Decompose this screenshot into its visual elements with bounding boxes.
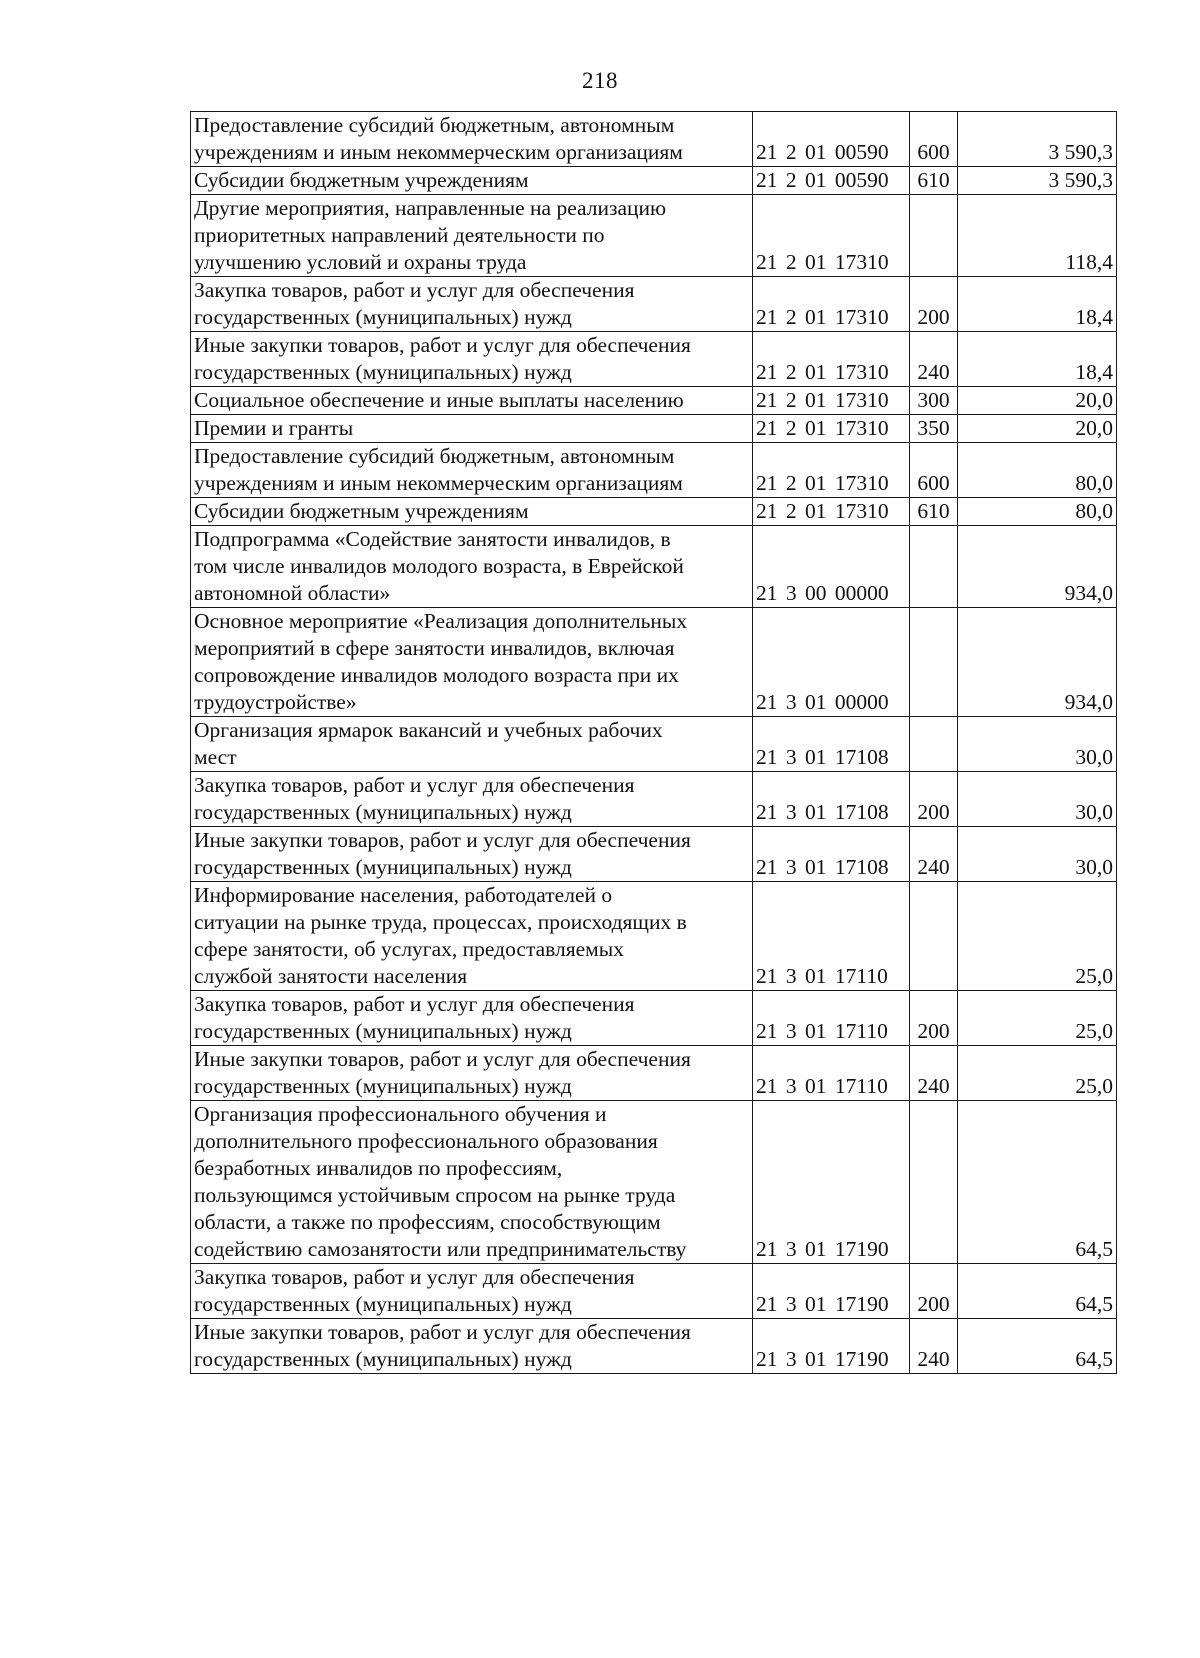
row-expense-type-code: 600 [910,112,958,167]
row-name-line: мест [194,745,237,769]
row-name-cell [191,277,753,332]
row-name-line: Иные закупки товаров, работ и услуг для обеспечения [194,333,691,357]
table-row [191,1046,1117,1101]
row-name-cell [191,1264,753,1319]
row-name-cell [191,1101,753,1264]
row-name-line: Предоставление субсидий бюджетным, автономным [194,444,675,468]
row-expense-type-code: 350 [910,415,958,443]
row-expense-type-code [910,882,958,991]
row-amount: 934,0 [958,608,1117,717]
budget-table [190,111,1117,1374]
row-amount: 20,0 [958,415,1117,443]
row-name-cell [191,608,753,717]
row-amount: 118,4 [958,195,1117,277]
row-name-line: Иные закупки товаров, работ и услуг для обеспечения [194,1320,691,1344]
row-name-line: ситуации на рынке труда, процессах, происходящих в [194,910,687,934]
row-name-line: государственных (муниципальных) нужд [194,800,572,824]
row-name-line: учреждениям и иным некоммерческим организациям [194,471,683,495]
row-target-article-code: 21 2 01 17310 [753,443,910,498]
row-amount: 25,0 [958,1046,1117,1101]
row-target-article-code: 21 3 01 17110 [753,1046,910,1101]
row-name-line: Иные закупки товаров, работ и услуг для обеспечения [194,1047,691,1071]
row-name-cell [191,415,753,443]
row-target-article-code: 21 3 01 17108 [753,772,910,827]
row-amount: 30,0 [958,827,1117,882]
row-target-article-code: 21 3 01 00000 [753,608,910,717]
table-row [191,112,1117,167]
row-expense-type-code: 240 [910,827,958,882]
row-name-cell [191,772,753,827]
row-name-line: Закупка товаров, работ и услуг для обеспечения [194,1265,635,1289]
row-target-article-code: 21 2 01 17310 [753,415,910,443]
row-amount: 3 590,3 [958,112,1117,167]
row-expense-type-code: 240 [910,1046,958,1101]
row-name-line: государственных (муниципальных) нужд [194,855,572,879]
row-name-cell [191,167,753,195]
row-amount: 3 590,3 [958,167,1117,195]
row-expense-type-code: 200 [910,1264,958,1319]
table-row [191,277,1117,332]
row-target-article-code: 21 2 01 17310 [753,195,910,277]
row-amount: 25,0 [958,882,1117,991]
row-target-article-code: 21 2 01 17310 [753,498,910,526]
table-row [191,717,1117,772]
row-name-cell [191,882,753,991]
row-expense-type-code: 240 [910,332,958,387]
row-name-cell [191,526,753,608]
row-expense-type-code [910,195,958,277]
row-name-line: государственных (муниципальных) нужд [194,1074,572,1098]
row-name-cell [191,827,753,882]
table-row [191,332,1117,387]
row-amount: 20,0 [958,387,1117,415]
row-name-line: Субсидии бюджетным учреждениям [194,499,529,523]
row-amount: 18,4 [958,332,1117,387]
row-name-line: Социальное обеспечение и иные выплаты населению [194,388,684,412]
table-row [191,415,1117,443]
table-row [191,498,1117,526]
row-target-article-code: 21 3 01 17110 [753,882,910,991]
row-amount: 64,5 [958,1319,1117,1374]
row-target-article-code: 21 3 01 17110 [753,991,910,1046]
row-amount: 934,0 [958,526,1117,608]
table-row [191,526,1117,608]
table-row [191,827,1117,882]
row-expense-type-code [910,526,958,608]
row-amount: 80,0 [958,498,1117,526]
row-expense-type-code: 200 [910,772,958,827]
row-amount: 25,0 [958,991,1117,1046]
row-name-line: дополнительного профессионального образования [194,1129,658,1153]
row-expense-type-code: 200 [910,991,958,1046]
row-target-article-code: 21 2 01 17310 [753,387,910,415]
row-name-line: службой занятости населения [194,964,468,988]
row-name-cell [191,717,753,772]
row-target-article-code: 21 2 01 00590 [753,112,910,167]
row-name-line: государственных (муниципальных) нужд [194,305,572,329]
row-name-line: государственных (муниципальных) нужд [194,1347,572,1371]
row-name-cell [191,1046,753,1101]
row-name-line: Основное мероприятие «Реализация дополнительных [194,609,688,633]
row-amount: 30,0 [958,717,1117,772]
row-name-line: пользующимся устойчивым спросом на рынке труда [194,1183,676,1207]
row-expense-type-code [910,1101,958,1264]
row-name-cell [191,112,753,167]
row-target-article-code: 21 3 01 17108 [753,827,910,882]
row-name-line: приоритетных направлений деятельности по [194,223,605,247]
row-target-article-code: 21 2 01 00590 [753,167,910,195]
row-target-article-code: 21 3 01 17108 [753,717,910,772]
row-name-cell [191,991,753,1046]
row-name-line: Организация ярмарок вакансий и учебных рабочих [194,718,663,742]
table-row [191,195,1117,277]
table-row [191,443,1117,498]
row-name-cell [191,332,753,387]
row-name-line: мероприятий в сфере занятости инвалидов, включая [194,636,675,660]
page-number: 218 [582,68,618,93]
row-target-article-code: 21 2 01 17310 [753,277,910,332]
table-row [191,167,1117,195]
row-name-line: области, а также по профессиям, способствующим [194,1210,661,1234]
row-name-line: государственных (муниципальных) нужд [194,1292,572,1316]
table-row [191,1264,1117,1319]
row-expense-type-code: 600 [910,443,958,498]
row-name-cell [191,195,753,277]
row-name-cell [191,1319,753,1374]
budget-table-body [191,112,1117,1374]
row-name-line: Предоставление субсидий бюджетным, автономным [194,113,675,137]
row-name-line: Премии и гранты [194,416,354,440]
row-name-line: государственных (муниципальных) нужд [194,1019,572,1043]
row-name-line: содействию самозанятости или предпринимательству [194,1237,687,1261]
row-amount: 30,0 [958,772,1117,827]
row-expense-type-code: 240 [910,1319,958,1374]
table-row [191,772,1117,827]
table-row [191,882,1117,991]
row-expense-type-code: 610 [910,167,958,195]
row-amount: 64,5 [958,1264,1117,1319]
row-expense-type-code [910,717,958,772]
row-name-line: сопровождение инвалидов молодого возраста при их [194,663,679,687]
row-name-line: учреждениям и иным некоммерческим организациям [194,140,683,164]
row-amount: 18,4 [958,277,1117,332]
row-expense-type-code: 300 [910,387,958,415]
row-target-article-code: 21 3 01 17190 [753,1264,910,1319]
row-name-line: государственных (муниципальных) нужд [194,360,572,384]
table-row [191,1101,1117,1264]
row-expense-type-code: 200 [910,277,958,332]
row-amount: 80,0 [958,443,1117,498]
row-name-line: Закупка товаров, работ и услуг для обеспечения [194,278,635,302]
row-target-article-code: 21 3 00 00000 [753,526,910,608]
row-name-line: сфере занятости, об услугах, предоставляемых [194,937,624,961]
row-target-article-code: 21 2 01 17310 [753,332,910,387]
row-name-line: Закупка товаров, работ и услуг для обеспечения [194,773,635,797]
row-name-line: Другие мероприятия, направленные на реализацию [194,196,667,220]
row-expense-type-code: 610 [910,498,958,526]
row-amount: 64,5 [958,1101,1117,1264]
table-row [191,991,1117,1046]
row-name-line: Закупка товаров, работ и услуг для обеспечения [194,992,635,1016]
row-expense-type-code [910,608,958,717]
row-name-cell [191,443,753,498]
table-row [191,608,1117,717]
row-name-line: Подпрограмма «Содействие занятости инвалидов, в [194,527,671,551]
row-name-cell [191,387,753,415]
row-target-article-code: 21 3 01 17190 [753,1101,910,1264]
row-name-line: трудоустройстве» [194,690,357,714]
row-name-line: улучшению условий и охраны труда [194,250,527,274]
row-name-line: Организация профессионального обучения и [194,1102,607,1126]
row-name-line: Субсидии бюджетным учреждениям [194,168,529,192]
row-name-line: автономной области» [194,581,391,605]
row-name-line: Иные закупки товаров, работ и услуг для обеспечения [194,828,691,852]
row-target-article-code: 21 3 01 17190 [753,1319,910,1374]
table-row [191,387,1117,415]
row-name-line: Информирование населения, работодателей о [194,883,613,907]
row-name-line: том числе инвалидов молодого возраста, в Еврейской [194,554,684,578]
row-name-cell [191,498,753,526]
row-name-line: безработных инвалидов по профессиям, [194,1156,563,1180]
table-row [191,1319,1117,1374]
